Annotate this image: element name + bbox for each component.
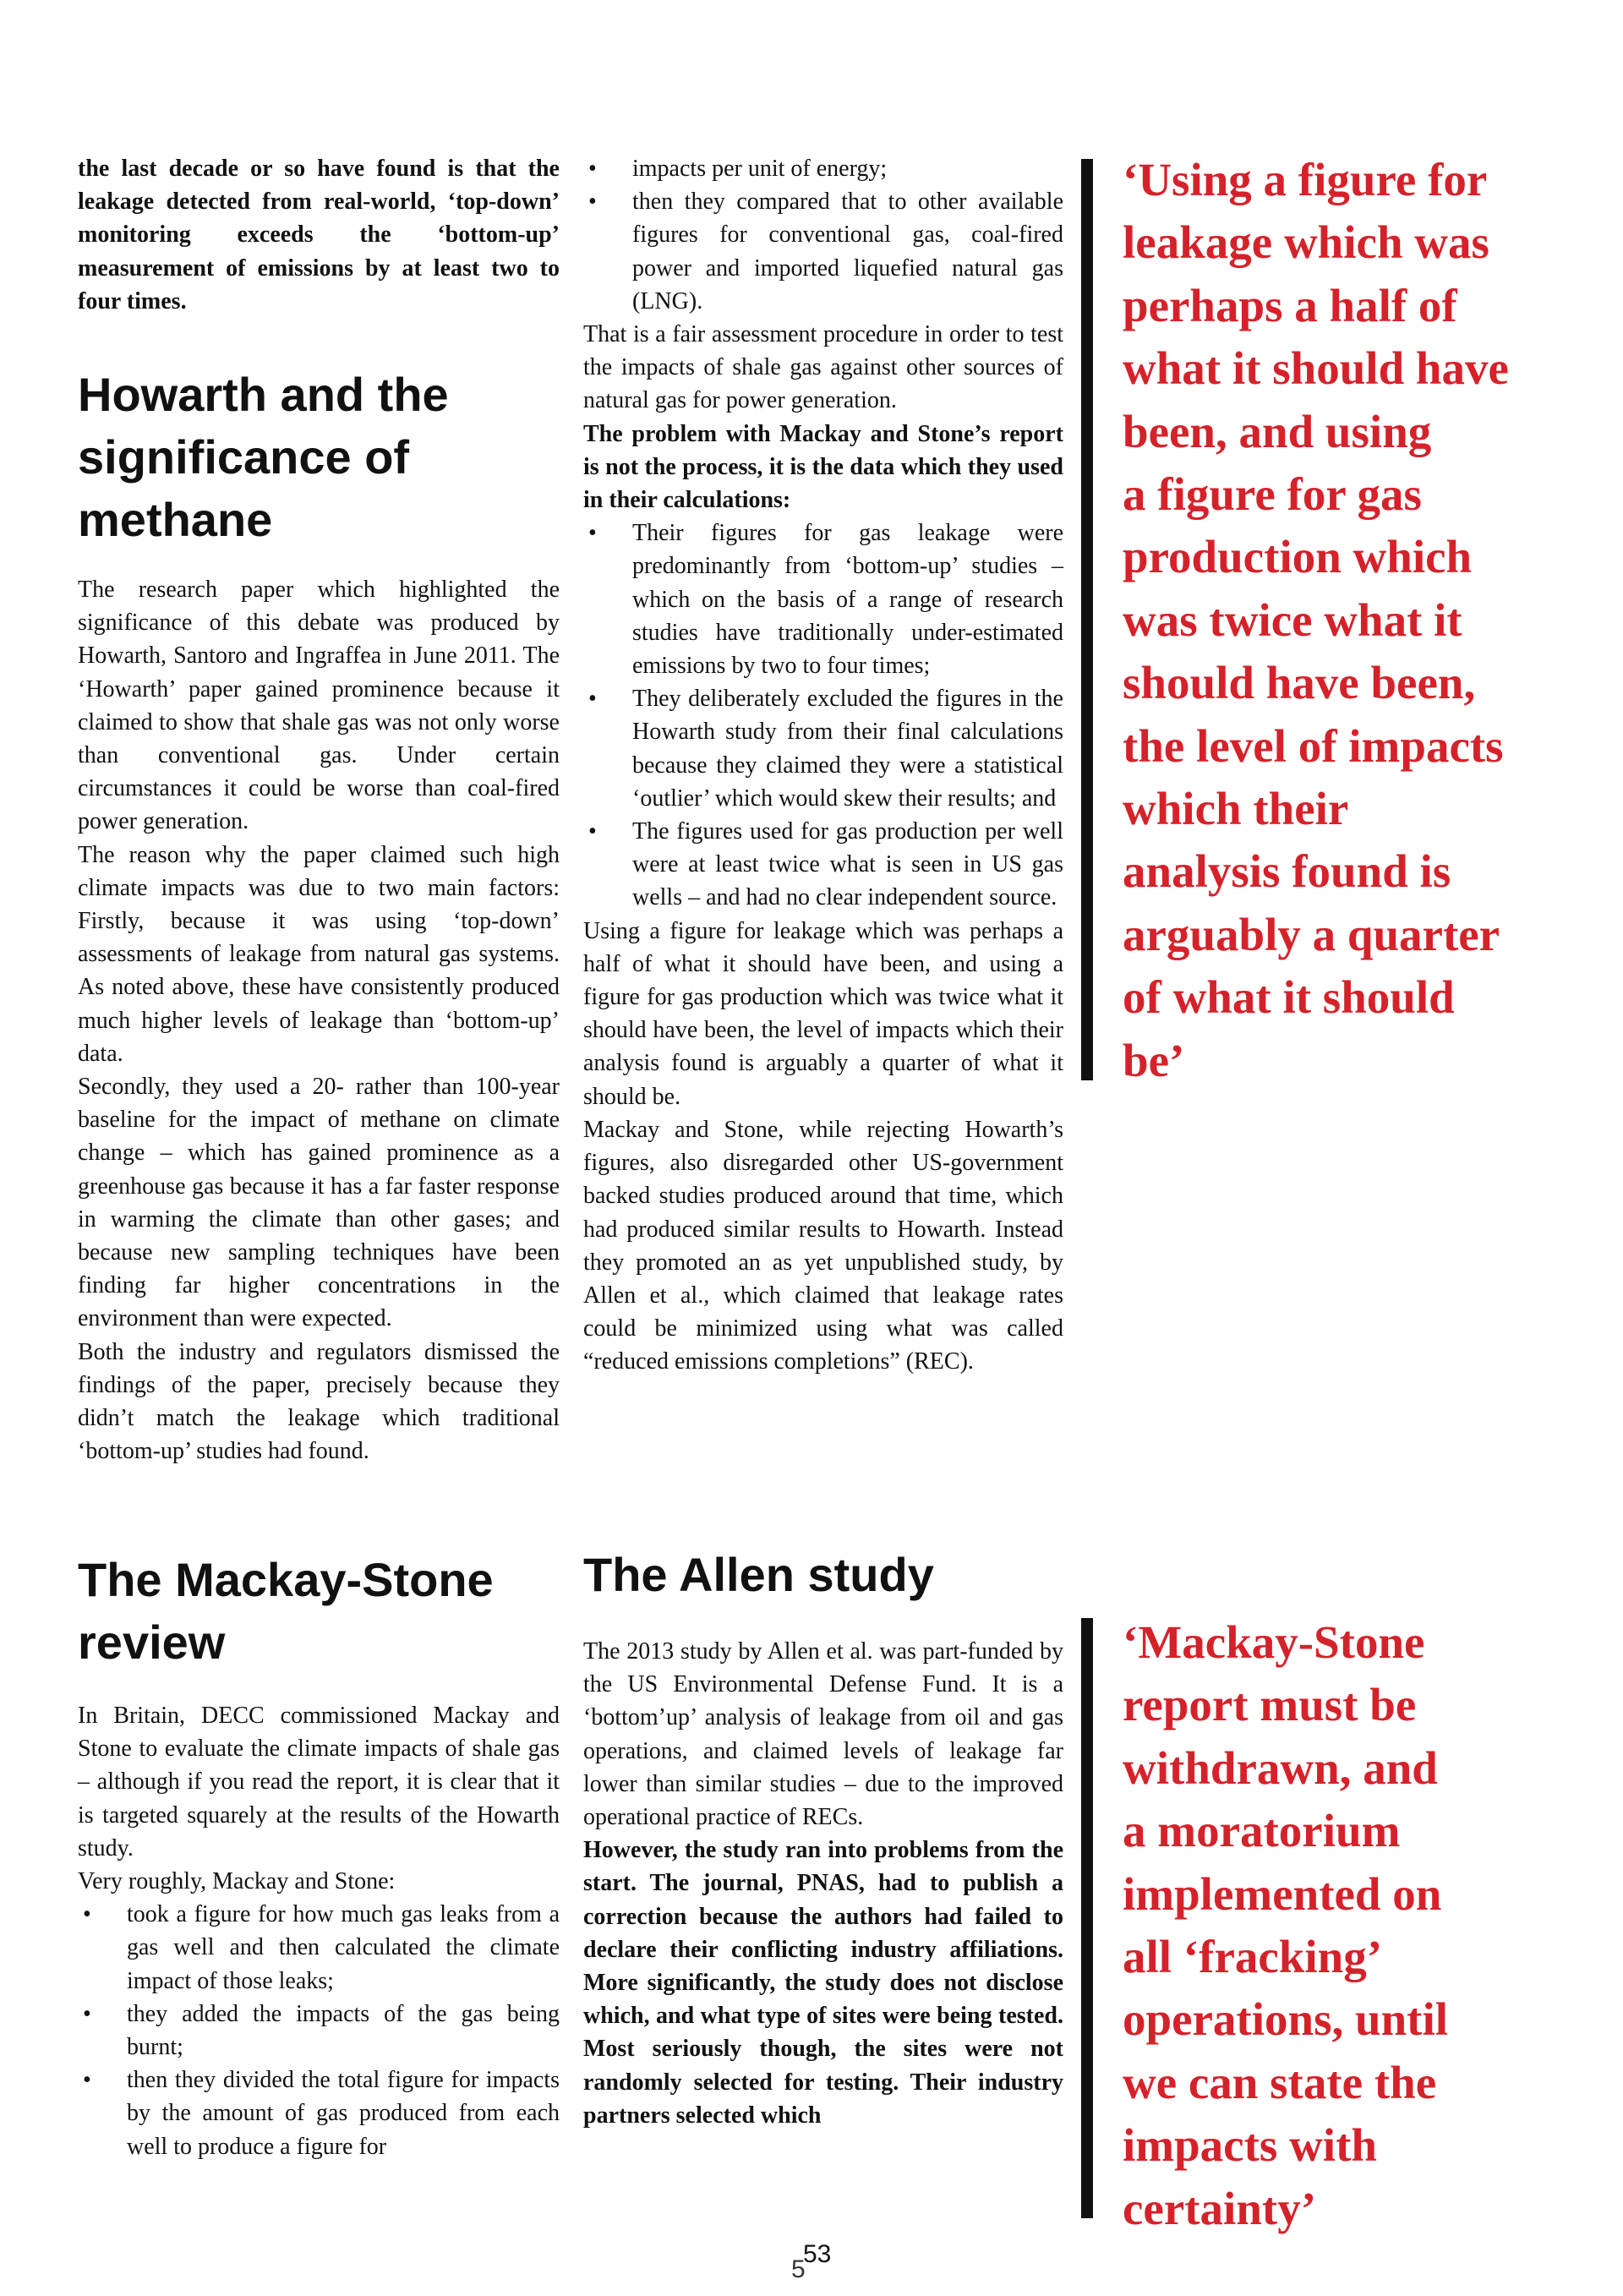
list-item-continued: • impacts per unit of energy;	[583, 152, 1063, 185]
allen-paragraph-2: However, the study ran into problems from the start. The journal, PNAS, had to publish a correction because the authors had failed to declare their conflicting industry affiliations. More significantly, the study does not disclose which, and what type of sites were being tested. Most seriously though, the sites were not randomly selected for testing. Their industry partners selected which	[583, 1837, 1063, 2129]
mackay-paragraph-1: In Britain, DECC commissioned Mackay and Stone to evaluate the climate impacts of shale gas – although if you read the report, it is clear that it is targeted squarely at the results of the Howarth study.	[78, 1703, 560, 1861]
pullquote-bar-top	[1081, 159, 1093, 1080]
mackay-heading: The Mackay-Stone review	[78, 1553, 494, 1669]
list-item: • then they divided the total figure for impacts by the amount of gas produced from each well to produce a figure for	[78, 2064, 560, 2163]
column-left	[78, 152, 560, 1468]
mackay-stone-paragraph: Mackay and Stone, while rejecting Howarth’s figures, also disregarded other US-government backed studies produced around that time, which had produced similar results to Howarth. Instead they promoted an as yet unpublished study, by Allen et al., which claimed that leakage rates could be minimized using what was called “reduced emissions completions” (REC).	[583, 1116, 1063, 1375]
pullquote-bar-bottom	[1081, 1618, 1093, 2218]
problem-paragraph: The problem with Mackay and Stone’s report is not the process, it is the data which they used in their calculations:	[583, 420, 1063, 514]
howarth-paragraph-4: Both the industry and regulators dismissed the findings of the paper, precisely because they didn’t match the leakage which traditional ‘bottom-up’ studies had found.	[78, 1338, 560, 1465]
top-bullet-list	[583, 152, 1063, 318]
figure-paragraph: Using a figure for leakage which was perhaps a half of what it should have been, and using a figure for gas production which was twice what it should have been, the level of impacts which their analysis found is arguably a quarter of what it should be.	[583, 917, 1063, 1110]
list-item: • They deliberately excluded the figures in the Howarth study from their final calculations because they claimed they were a statistical ‘outlier’ which would skew their results; and	[583, 682, 1063, 815]
allen-heading: The Allen study	[583, 1548, 934, 1601]
list-item: • they added the impacts of the gas being burnt;	[78, 1998, 560, 2064]
column-middle	[583, 152, 1063, 1379]
list-item: • The figures used for gas production per well were at least twice what is seen in US gas wells – and had no clear independent source.	[583, 815, 1063, 915]
list-item: • Their figures for gas leakage were predominantly from ‘bottom-up’ studies – which on the basis of a range of research studies have traditionally under-estimated emissions by two to four times;	[583, 517, 1063, 682]
pullquote-bottom: ‘Mackay-Stone report must be withdrawn, and a moratorium implemented on all ‘fracking’ operations, until we can state the impacts with certainty’	[1123, 1616, 1449, 2234]
column-left-lower	[78, 1549, 560, 2163]
howarth-paragraph-1: The research paper which highlighted the significance of this debate was produced by Howarth, Santoro and Ingraffea in June 2011. The ‘Howarth’ paper gained prominence because it claimed to show that shale gas was not only worse than conventional gas. Under certain circumstances it could be worse than coal-fired power generation.	[78, 577, 560, 835]
list-item: • took a figure for how much gas leaks from a gas well and then calculated the climate impact of those leaks;	[78, 1898, 560, 1998]
mackay-paragraph-2: Very roughly, Mackay and Stone:	[78, 1868, 396, 1895]
allen-paragraph-1: The 2013 study by Allen et al. was part-funded by the US Environmental Defense Fund. It is a ‘bottom’up’ analysis of leakage from oil and gas operations, and claimed levels of leakage far lower than similar studies – due to the improved operational practice of RECs.	[583, 1638, 1063, 1831]
howarth-paragraph-3: Secondly, they used a 20- rather than 100-year baseline for the impact of methane on climate change – which has gained prominence as a greenhouse gas because it has a far faster response in warming the climate than other gases; and because new sampling techniques have been finding far higher concentrations in the environment than were expected.	[78, 1074, 560, 1332]
howarth-heading: Howarth and the significance of methane	[78, 368, 449, 547]
howarth-paragraph-2: The reason why the paper claimed such high climate impacts was due to two main factors: Firstly, because it was using ‘top-down’ assessments of leakage from natural gas systems. As noted above, these have consistently produced much higher levels of leakage than ‘bottom-up’ data.	[78, 841, 560, 1067]
column-middle-lower	[583, 1544, 1063, 2132]
intro-paragraph: the last decade or so have found is that the leakage detected from real-world, ‘top-down’ monitoring exceeds the ‘bottom-up’ measurement of emissions by at least two to four times.	[78, 156, 560, 314]
page-number: 53	[803, 2240, 832, 2268]
assessment-paragraph: That is a fair assessment procedure in order to test the impacts of shale gas against other sources of natural gas for power generation.	[583, 321, 1063, 414]
problem-bullet-list	[583, 517, 1063, 914]
page-number-ghost: 5	[791, 2255, 806, 2283]
mackay-bullet-list	[78, 1898, 560, 2163]
pullquote-top: ‘Using a figure for leakage which was perhaps a half of what it should have been, and using a figure for gas production which was twice what it should have been, the level of impacts which their analysis found is arguably a quarter of what it should be’	[1123, 154, 1509, 1086]
list-item: • then they compared that to other available figures for conventional gas, coal-fired power and imported liquefied natural gas (LNG).	[583, 185, 1063, 318]
